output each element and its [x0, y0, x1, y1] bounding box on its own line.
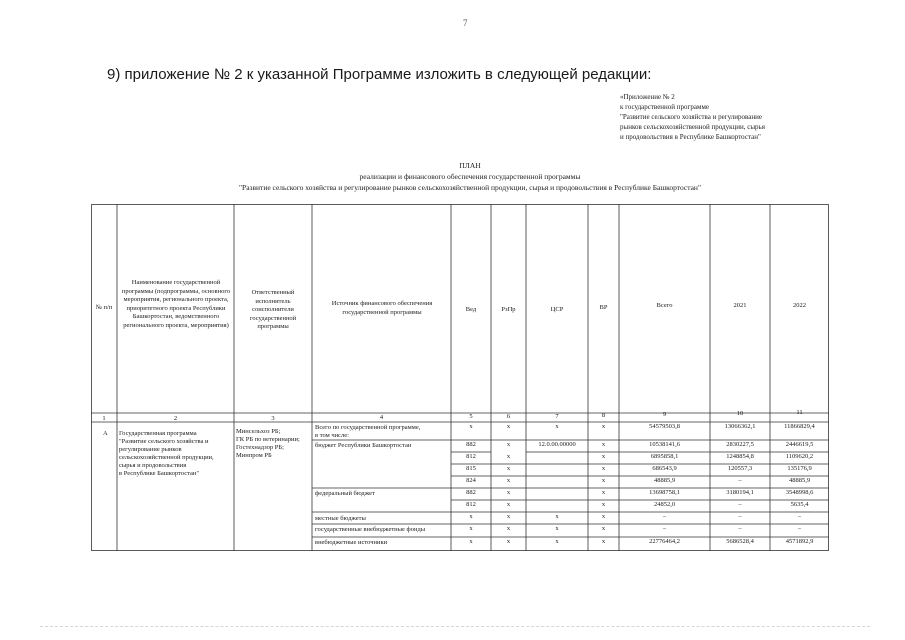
appendix-note	[620, 92, 765, 142]
cell-ved: 824	[466, 477, 476, 484]
cell-y2022: 11866829,4	[784, 423, 815, 430]
header-num: № п/п	[95, 304, 113, 311]
appendix-line: "Развитие сельского хозяйства и регулирование	[620, 113, 762, 121]
cell-total: 6895858,1	[650, 453, 679, 460]
cell-y2021: –	[738, 501, 742, 508]
cell-y2022: 2446619,5	[785, 441, 814, 448]
cell-csr: x	[555, 513, 559, 520]
source-state-funds: государственные внебюджетные фонды	[315, 526, 426, 533]
cell-y2022: 48885,9	[788, 477, 811, 484]
cell-total: 54579503,8	[649, 423, 680, 430]
executors	[236, 428, 311, 460]
cell-rzpr: x	[506, 538, 511, 545]
cell-rzpr: x	[506, 477, 511, 484]
cell-total: 10538141,6	[649, 441, 680, 448]
program-name-line: сельскохозяйственной продукции,	[119, 454, 214, 461]
cell-y2021: –	[738, 477, 742, 484]
cell-rzpr: x	[506, 489, 511, 496]
cell-y2022: 3548998,6	[785, 489, 814, 496]
cell-ved: 812	[466, 501, 476, 508]
cell-y2022: 4571892,9	[785, 538, 814, 545]
plan-title: ПЛАН	[459, 161, 481, 170]
header-ved: Вед	[465, 306, 477, 313]
cell-y2021: 13066362,1	[724, 423, 756, 430]
plan-program-name: "Развитие сельского хозяйства и регулирование рынков сельскохозяйственной продукции, сырья и продовольствия в Республике Башкортостан"	[238, 183, 702, 192]
page-number: 7	[463, 18, 468, 28]
cell-ved: x	[469, 538, 473, 545]
cell-ved: 812	[466, 453, 476, 460]
cell-vr: x	[601, 538, 606, 545]
cell-vr: x	[601, 513, 606, 520]
cell-y2021: 120557,3	[727, 465, 753, 472]
source-total-line2: в том числе:	[315, 432, 349, 439]
appendix-line: и продовольствия в Республике Башкортостан"	[620, 133, 761, 141]
cell-total: 13698758,1	[649, 489, 680, 496]
cell-rzpr: x	[506, 423, 511, 430]
cell-csr: 12.0.00.00000	[538, 441, 576, 448]
executor-line: Минсельхоз РБ;	[236, 428, 281, 435]
cell-csr: x	[555, 423, 559, 430]
header-total: Всего	[656, 302, 673, 309]
cell-total: 22776464,2	[649, 538, 680, 545]
cell-y2022: 1109620,2	[785, 453, 814, 460]
appendix-line: к государственной программе	[620, 103, 709, 111]
cell-vr: x	[601, 453, 606, 460]
row-label: А	[103, 430, 108, 437]
source-local: местные бюджеты	[315, 515, 366, 522]
header-2021: 2021	[733, 302, 747, 309]
cell-vr: x	[601, 441, 606, 448]
cell-vr: x	[601, 489, 606, 496]
cell-ved: 882	[466, 489, 476, 496]
cell-rzpr: x	[506, 441, 511, 448]
cell-total: 686543,9	[652, 465, 677, 472]
cell-ved: x	[469, 513, 473, 520]
cell-total: 24852,0	[653, 501, 676, 508]
program-name-line: "Развитие сельского хозяйства и	[119, 438, 209, 445]
header-vr: ВР	[599, 304, 608, 311]
executor-line: ГК РБ по ветеринарии;	[236, 436, 300, 443]
cell-ved: x	[469, 423, 473, 430]
cell-ved: 882	[466, 441, 476, 448]
cell-total: 48885,9	[653, 477, 676, 484]
program-name	[119, 430, 233, 478]
cell-csr: x	[555, 538, 559, 545]
col-number: 7	[555, 413, 559, 420]
cell-y2021: –	[738, 525, 742, 532]
header-source: Источник финансового обеспечения государственной программы	[331, 300, 433, 316]
plan-subtitle: реализации и финансового обеспечения государственной программы	[359, 172, 581, 181]
cell-total: –	[662, 513, 667, 520]
appendix-line: «Приложение № 2	[620, 93, 675, 101]
source-total-line1: Всего по государственной программе,	[315, 424, 421, 431]
col-number: 10	[736, 410, 744, 417]
program-name-line: регулирование рынков	[119, 446, 182, 453]
cell-y2022: –	[797, 525, 802, 532]
cell-csr: x	[555, 525, 559, 532]
cell-y2021: 5686528,4	[726, 538, 754, 545]
cell-rzpr: x	[506, 501, 511, 508]
source-budget-rb: бюджет Республики Башкортостан	[315, 442, 412, 449]
cell-rzpr: x	[506, 465, 511, 472]
program-name-line: в Республике Башкортостан"	[119, 470, 200, 477]
col-number: 1	[102, 415, 106, 422]
program-name-line: сырья и продовольствия	[119, 462, 187, 469]
cell-rzpr: x	[506, 453, 511, 460]
cell-ved: 815	[466, 465, 476, 472]
col-number: 2	[173, 415, 178, 422]
cell-vr: x	[601, 525, 606, 532]
table-grid-lines	[91, 204, 829, 551]
plan-title-block	[170, 160, 770, 193]
cell-ved: x	[469, 525, 473, 532]
col-number: 5	[469, 413, 473, 420]
cell-vr: x	[601, 465, 606, 472]
col-number: 8	[601, 412, 606, 419]
col-number: 11	[796, 409, 803, 416]
section-heading: 9) приложение № 2 к указанной Программе изложить в следующей редакции:	[107, 66, 652, 83]
cell-y2021: 1248854,8	[726, 453, 754, 460]
header-executor: Ответственный исполнитель соисполнители государственной программы	[249, 289, 297, 330]
source-federal: федеральный бюджет	[315, 490, 375, 497]
header-rzpr: РзПр	[501, 306, 516, 313]
cell-vr: x	[601, 477, 606, 484]
header-csr: ЦСР	[550, 306, 564, 313]
cell-vr: x	[601, 423, 606, 430]
header-name: Наименование государственной программы (подпрограммы, основного мероприятия, регионального проекта, приоритетного проекта Республики Башкортостан, ведомственного регионального проекта, мероприятия)	[121, 279, 231, 329]
cell-y2021: 3180194,1	[726, 489, 754, 496]
col-number: 3	[271, 415, 275, 422]
cell-rzpr: x	[506, 525, 511, 532]
cell-total: –	[662, 525, 667, 532]
plan-table	[91, 204, 829, 551]
cell-y2021: –	[738, 513, 742, 520]
cell-y2022: –	[797, 513, 802, 520]
col-number: 6	[506, 413, 511, 420]
header-2022: 2022	[793, 302, 806, 309]
cell-rzpr: x	[506, 513, 511, 520]
page-bottom-divider	[40, 626, 870, 627]
col-number: 4	[379, 414, 384, 421]
cell-y2021: 2830227,5	[726, 441, 754, 448]
executor-line: Минпром РБ	[236, 452, 272, 459]
cell-y2022: 5635,4	[790, 501, 809, 508]
col-number: 9	[662, 411, 667, 418]
cell-vr: x	[601, 501, 606, 508]
program-name-line: Государственная программа	[119, 430, 197, 437]
appendix-line: рынков сельскохозяйственной продукции, сырья	[620, 123, 765, 131]
cell-y2022: 135176,9	[787, 465, 812, 472]
executor-line: Гостехнадзор РБ;	[236, 444, 284, 451]
source-offbudget: внебюджетные источники	[315, 539, 388, 546]
